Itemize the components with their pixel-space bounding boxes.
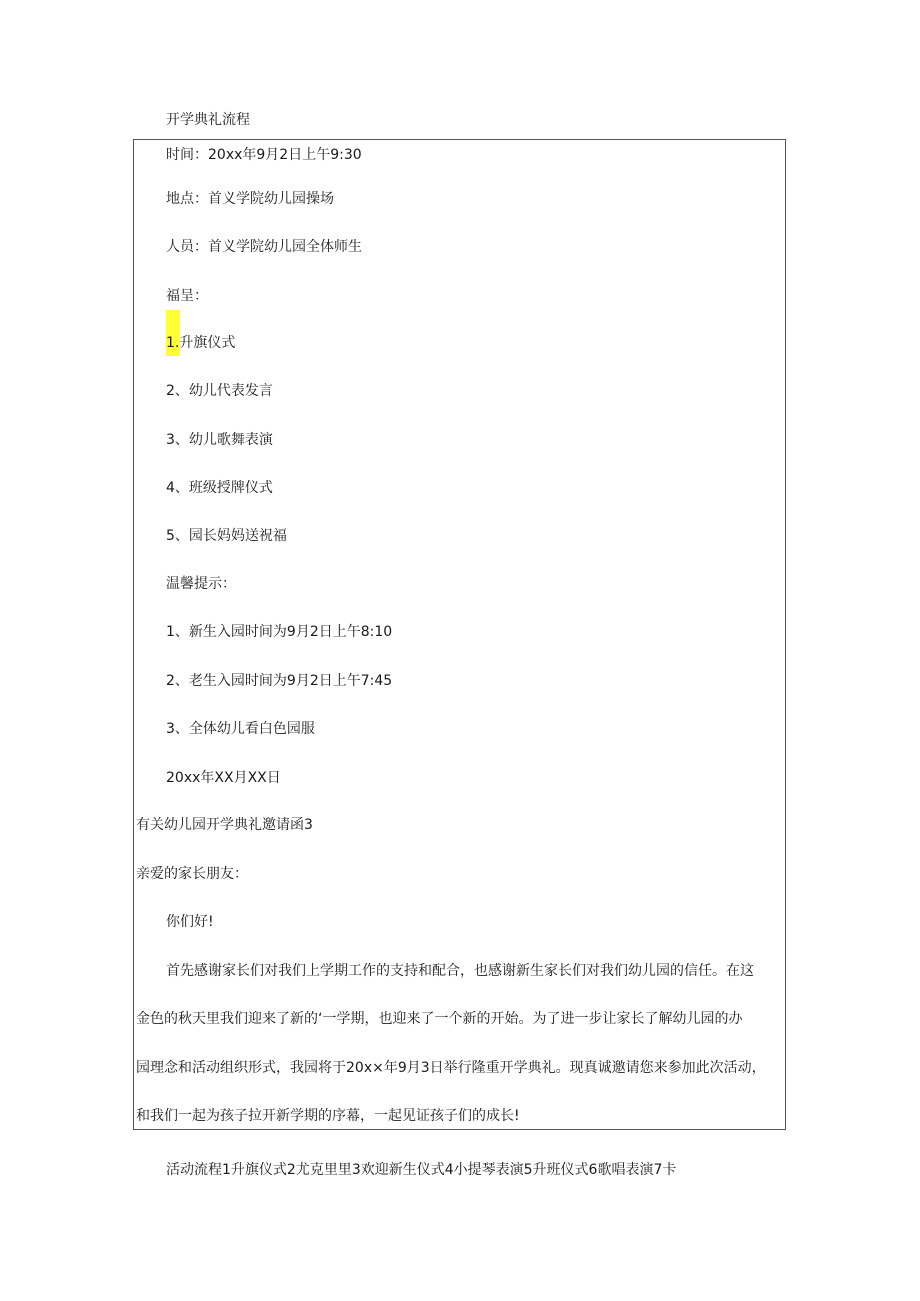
tips-label: 温馨提示： [166, 576, 236, 592]
tip-item: 1、新生入园时间为9月2日上午8:10 [166, 624, 393, 640]
program-item: 4、班级授牌仪式 [166, 480, 273, 496]
greeting: 你们好! [166, 914, 214, 930]
tip-item: 2、老生入园时间为9月2日上午7:45 [166, 673, 393, 689]
body-line: 首先感谢家长们对我们上学期工作的支持和配合，也感谢新生家长们对我们幼儿园的信任。在这 [166, 963, 754, 979]
salutation: 亲爱的家长朋友： [136, 866, 248, 882]
time-line: 时间：20xx年9月2日上午9:30 [166, 147, 362, 163]
letter-title: 有关幼儿园开学典礼邀请函3 [136, 817, 313, 833]
program-item: 3、幼儿歌舞表演 [166, 432, 273, 448]
program-label: 福呈： [166, 288, 208, 304]
body-line: 和我们一起为孩子拉开新学期的序幕，一起见证孩子们的成长! [136, 1108, 520, 1124]
tip-item: 3、全体幼儿看白色园服 [166, 721, 315, 737]
program-item: 2、幼儿代表发言 [166, 383, 273, 399]
body-line: 金色的秋天里我们迎来了新的‘一学期，也迎来了一个新的开始。为了进一步让家长了解幼儿园的办 [136, 1011, 743, 1027]
program-item: 5、园长妈妈送祝福 [166, 528, 287, 544]
people-line: 人员：首义学院幼儿园全体师生 [166, 239, 362, 255]
body-line: 园理念和活动组织形式，我园将于20x×年9月3日举行隆重开学典礼。现真诚邀请您来参加此次活动， [136, 1060, 766, 1076]
place-line: 地点：首义学院幼儿园操场 [166, 191, 334, 207]
doc-title: 开学典礼流程 [166, 112, 250, 128]
footer-line: 活动流程1升旗仪式2尤克里里3欢迎新生仪式4小提琴表演5升班仪式6歌唱表演7卡 [166, 1162, 677, 1178]
date-line: 20xx年XX月XX日 [166, 770, 281, 786]
program-item: 1.升旗仪式 [166, 335, 236, 351]
